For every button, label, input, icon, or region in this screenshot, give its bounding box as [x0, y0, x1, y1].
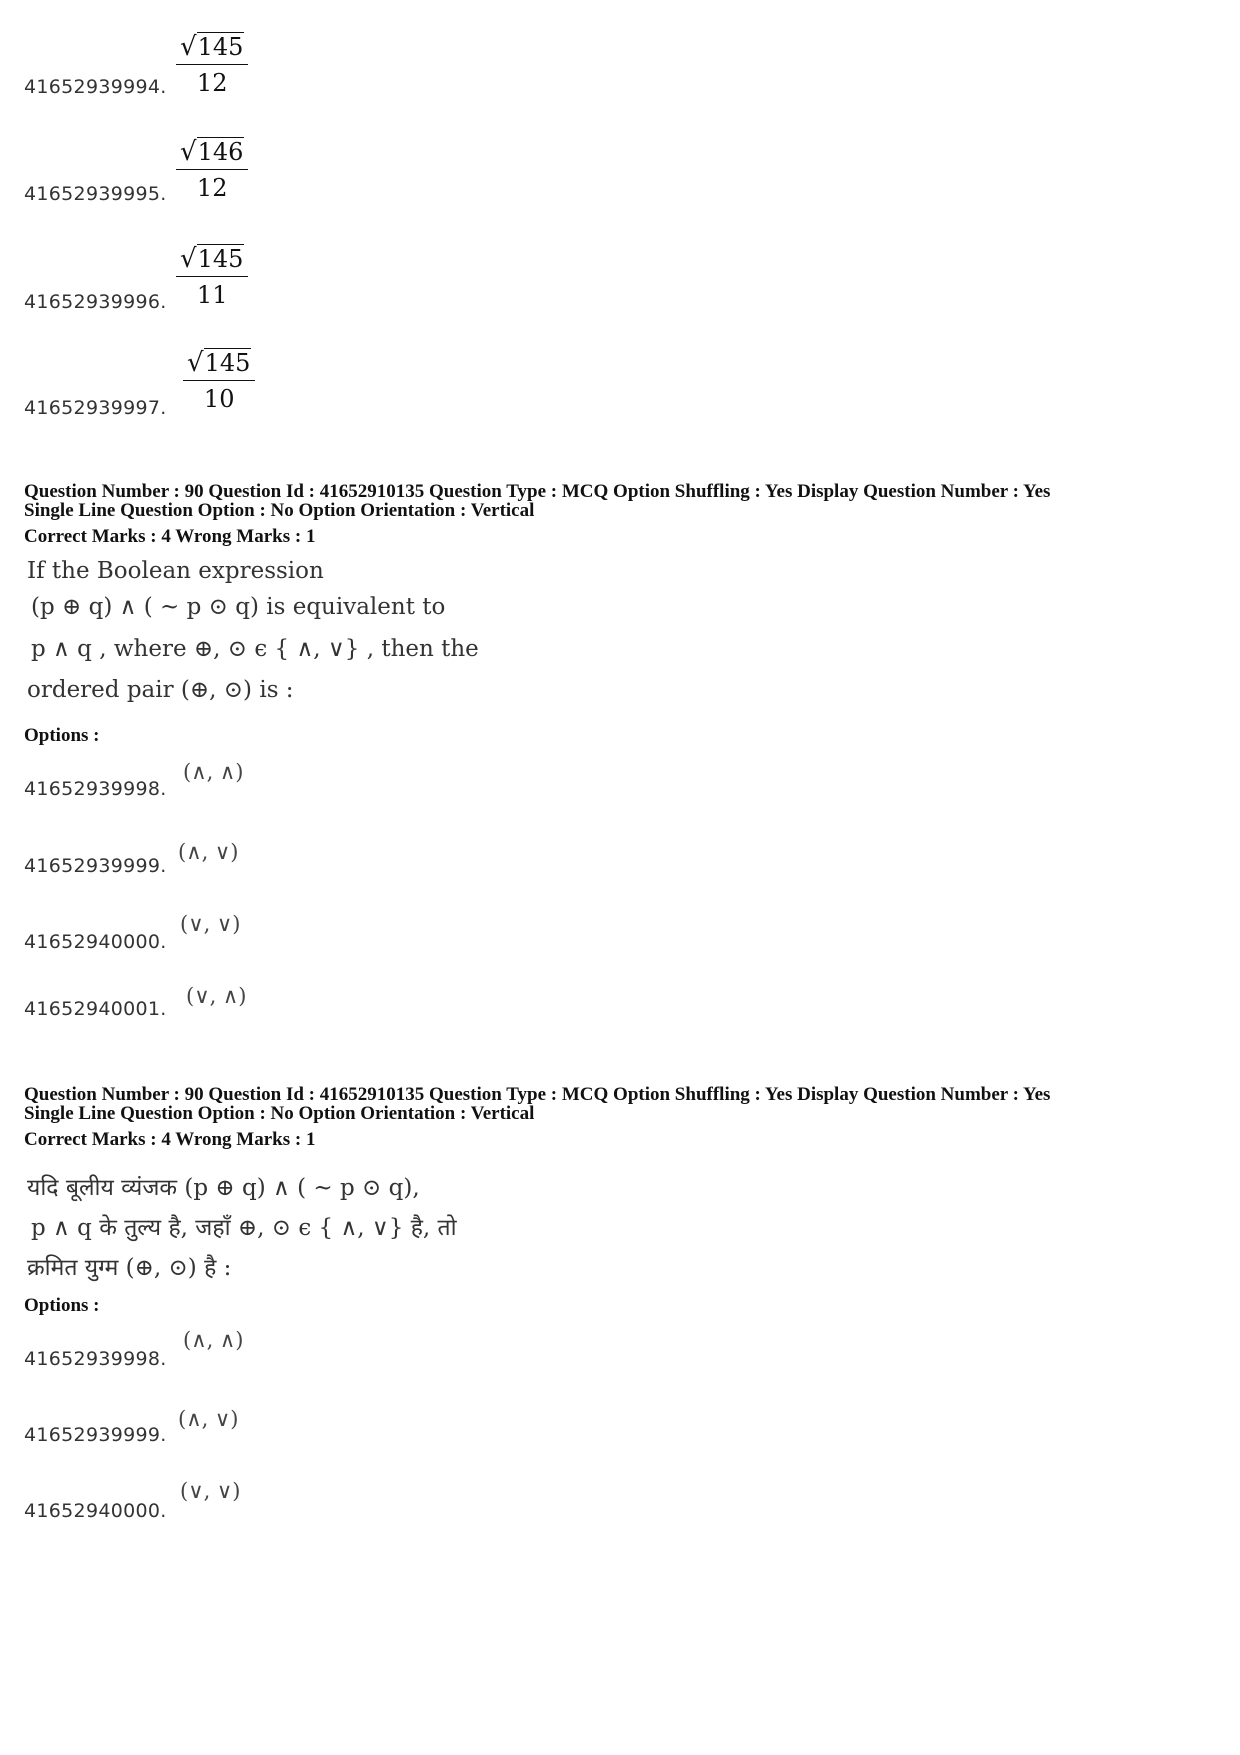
question-meta-line1: Question Number : 90 Question Id : 41652910135 Question Type : MCQ Option Shuffling : Yes Display Question Number : Yes — [24, 481, 1051, 502]
fraction — [176, 244, 248, 309]
option-id: 41652939999. — [24, 855, 167, 877]
option-text: (∧, ∨) — [178, 840, 239, 864]
option-text: (∧, ∨) — [178, 1407, 239, 1431]
option-id: 41652940000. — [24, 1500, 167, 1522]
option-id: 41652939999. — [24, 1424, 167, 1446]
option-id: 41652939997. — [24, 397, 167, 419]
option-id: 41652939996. — [24, 291, 167, 313]
fraction — [176, 32, 248, 97]
numerator: 145 — [197, 33, 244, 61]
options-label: Options : — [24, 725, 100, 746]
denominator: 11 — [196, 281, 228, 309]
question-marks: Correct Marks : 4 Wrong Marks : 1 — [24, 526, 316, 547]
question-stem-line: If the Boolean expression — [27, 558, 324, 584]
option-text: (∨, ∨) — [180, 1479, 241, 1503]
question-meta-line2: Single Line Question Option : No Option Orientation : Vertical — [24, 1103, 535, 1124]
question-stem-line: (p ⊕ q) ∧ ( ~ p ⊙ q) is equivalent to — [31, 594, 446, 620]
question-meta-line1: Question Number : 90 Question Id : 41652910135 Question Type : MCQ Option Shuffling : Yes Display Question Number : Yes — [24, 1084, 1051, 1105]
option-text: (∧, ∧) — [183, 1328, 244, 1352]
fraction — [183, 348, 255, 413]
option-id: 41652940000. — [24, 931, 167, 953]
question-stem-line: यदि बूलीय व्यंजक (p ⊕ q) ∧ ( ~ p ⊙ q), — [27, 1175, 420, 1201]
denominator: 12 — [196, 174, 228, 202]
option-id: 41652940001. — [24, 998, 167, 1020]
numerator: 145 — [197, 245, 244, 273]
option-text: (∨, ∨) — [180, 912, 241, 936]
question-stem-line: क्रमित युग्म (⊕, ⊙) है : — [27, 1255, 232, 1281]
options-label: Options : — [24, 1295, 100, 1316]
question-stem-line: ordered pair (⊕, ⊙) is : — [27, 677, 294, 703]
question-stem-line: p ∧ q के तुल्य है, जहाँ ⊕, ⊙ ϵ { ∧, ∨} है, तो — [31, 1215, 457, 1241]
option-id: 41652939994. — [24, 76, 167, 98]
sqrt-icon: √ — [180, 137, 197, 167]
fraction — [176, 137, 248, 202]
question-meta-line2: Single Line Question Option : No Option Orientation : Vertical — [24, 500, 535, 521]
denominator: 12 — [196, 69, 228, 97]
numerator: 145 — [204, 349, 251, 377]
sqrt-icon: √ — [180, 244, 197, 274]
question-marks: Correct Marks : 4 Wrong Marks : 1 — [24, 1129, 316, 1150]
question-stem-line: p ∧ q , where ⊕, ⊙ ϵ { ∧, ∨} , then the — [31, 636, 479, 662]
option-id: 41652939995. — [24, 183, 167, 205]
option-id: 41652939998. — [24, 778, 167, 800]
option-text: (∧, ∧) — [183, 760, 244, 784]
option-text: (∨, ∧) — [186, 984, 247, 1008]
numerator: 146 — [197, 138, 244, 166]
option-id: 41652939998. — [24, 1348, 167, 1370]
sqrt-icon: √ — [180, 32, 197, 62]
denominator: 10 — [203, 385, 235, 413]
sqrt-icon: √ — [187, 348, 204, 378]
